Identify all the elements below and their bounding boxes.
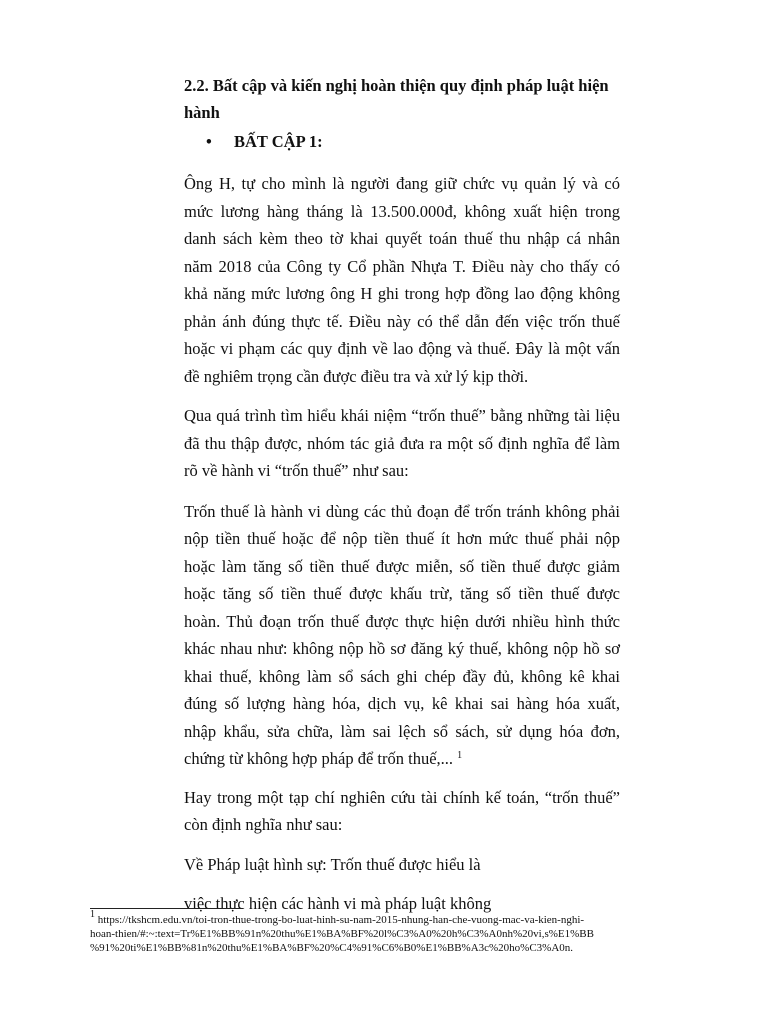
paragraph-line: Hay trong một tạp chí nghiên cứu tài chính kế toán, “trốn thuế”	[184, 787, 620, 807]
section-heading-line-1: 2.2. Bất cập và kiến nghị hoàn thiện quy định pháp luật hiện	[184, 76, 609, 95]
paragraph-line: khai thuế, không làm sổ sách ghi chép đầy đủ, không kê khai	[184, 666, 620, 686]
footnote-url-part-1[interactable]: https://tkshcm.edu.vn/toi-tron-thue-trong-bo-luat-hinh-su-nam-2015-nhung-han-che-vuong-mac-va-kien-nghi-	[95, 914, 585, 926]
paragraph-line: đúng số lượng hàng hóa, dịch vụ, kê khai sai hàng hóa xuất,	[184, 694, 620, 713]
paragraph-3	[184, 498, 620, 773]
paragraph-line: nộp tiền thuế hoặc để nộp tiền thuế ít hơn mức thuế phải nộp	[184, 529, 620, 548]
paragraph-4	[184, 784, 620, 839]
bullet-item	[184, 132, 620, 160]
paragraph-line: Trốn thuế là hành vi dùng các thủ đoạn để trốn tránh không phải	[184, 501, 620, 521]
footnote-separator	[90, 908, 243, 909]
paragraph-line: khác nhau như: không nộp hồ sơ đăng ký thuế, không nộp hồ sơ	[184, 639, 620, 658]
footnote-url-part-3[interactable]: %91%20ti%E1%BB%81n%20thu%E1%BA%BF%20%C4%91%C6%B0%E1%BB%A3c%20ho%C3%A0n.	[90, 942, 574, 954]
paragraph-line: khả năng mức lương ông H ghi trong hợp đồng lao động không	[184, 284, 620, 303]
paragraph-5	[184, 851, 620, 879]
bullet-label: BẤT CẬP 1:	[234, 132, 323, 151]
paragraph-line-with-footnote	[184, 745, 620, 773]
paragraph-2	[184, 402, 620, 485]
paragraph-line: hoặc vi phạm các quy định về lao động và thuế. Đây là một vấn	[184, 339, 620, 358]
paragraph-line: năm 2018 của Công ty Cổ phần Nhựa T. Điều này cho thấy có	[184, 256, 620, 276]
paragraph-line: chứng từ không hợp pháp để trốn thuế,...	[184, 749, 458, 768]
page-body	[184, 72, 620, 918]
paragraph-line: nhập khẩu, sửa chữa, làm sai lệch sổ sách, sử dụng hóa đơn,	[184, 721, 620, 741]
paragraph-line: danh sách kèm theo tờ khai quyết toán thuế thu nhập cá nhân	[184, 229, 620, 248]
paragraph-line: còn định nghĩa như sau:	[184, 815, 343, 834]
footnote-line-1	[90, 909, 680, 927]
paragraph-line: hoàn. Thủ đoạn trốn thuế được thực hiện dưới nhiều hình thức	[184, 611, 620, 631]
paragraph-line: Qua quá trình tìm hiểu khái niệm “trốn thuế” bằng những tài liệu	[184, 406, 620, 425]
footnote	[90, 909, 680, 955]
paragraph-line: việc thực hiện các hành vi mà pháp luật không	[184, 894, 492, 913]
paragraph-line: hoặc tăng số tiền thuế được khấu trừ, tăng số tiền thuế được	[184, 584, 620, 603]
footnote-marker: 1	[90, 909, 95, 920]
section-heading	[184, 72, 620, 126]
section-heading-line-2: hành	[184, 103, 220, 122]
footnote-url-part-2[interactable]: hoan-thien/#:~:text=Tr%E1%BB%91n%20thu%E1%BA%BF%20l%C3%A0%20h%C3%A0nh%20vi,s%E1%BB	[90, 928, 594, 940]
footnote-reference[interactable]: 1	[457, 750, 463, 761]
paragraph-line: Ông H, tự cho mình là người đang giữ chức vụ quản lý và có	[184, 174, 620, 193]
bullet-icon: •	[206, 132, 212, 151]
paragraph-line: rõ về hành vi “trốn thuế” như sau:	[184, 461, 409, 480]
paragraph-line: đề nghiêm trọng cần được điều tra và xử lý kịp thời.	[184, 366, 529, 386]
paragraph-line: đã thu thập được, nhóm tác giả đưa ra một số định nghĩa để làm	[184, 433, 620, 453]
paragraph-line: phản ánh đúng thực tế. Điều này có thể dẫn đến việc trốn thuế	[184, 311, 620, 331]
paragraph-line: mức lương hàng tháng là 13.500.000đ, không xuất hiện trong	[184, 201, 620, 221]
paragraph-line: hoặc làm tăng số tiền thuế được miễn, số tiền thuế được giảm	[184, 556, 620, 576]
paragraph-line: Về Pháp luật hình sự: Trốn thuế được hiểu là	[184, 854, 481, 874]
paragraph-1	[184, 170, 620, 390]
